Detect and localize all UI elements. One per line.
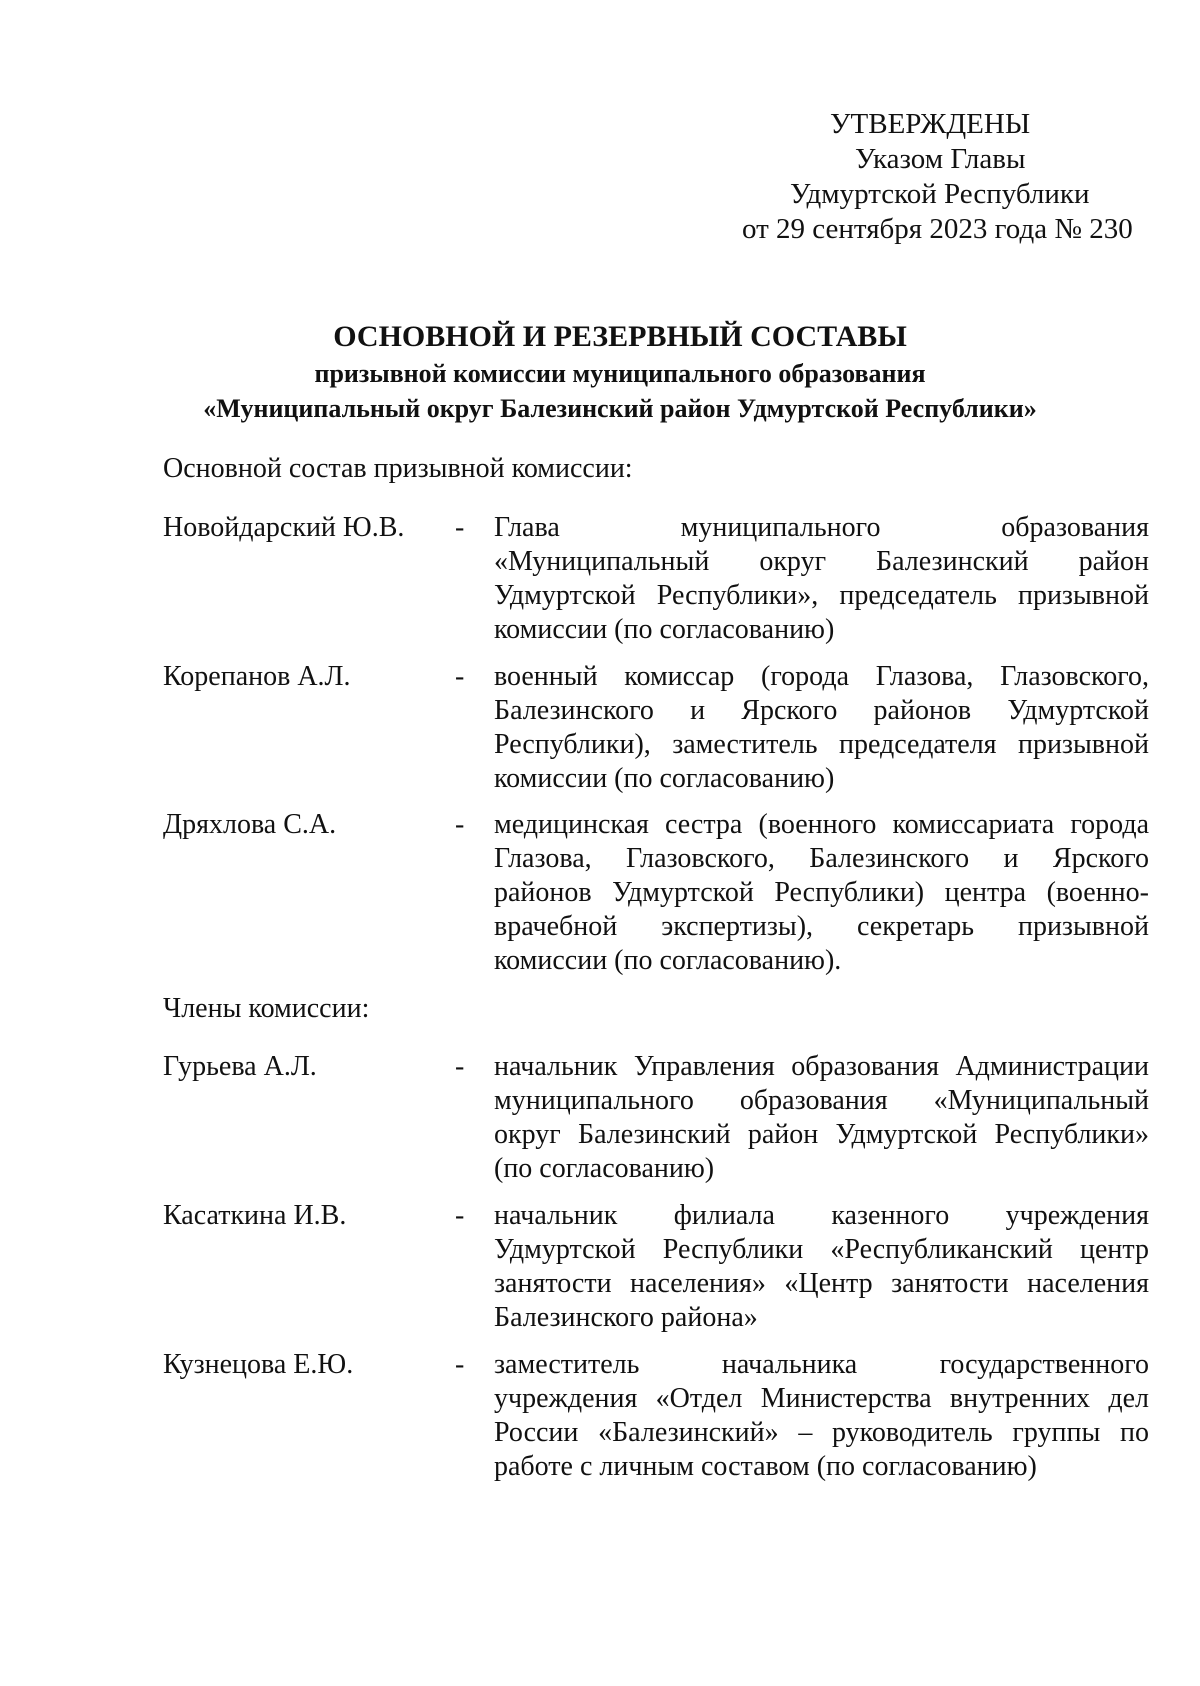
position-line: занятости населения» «Центр занятости населения: [494, 1268, 1149, 1299]
position-line: Глава муниципального образования: [494, 512, 1149, 543]
approval-republic: Удмуртской Республики: [790, 178, 1090, 210]
member-position: [494, 808, 1149, 978]
entry-dash: -: [455, 1349, 465, 1380]
member-name: Касаткина И.В.: [163, 1200, 347, 1231]
title-subtitle-2: «Муниципальный округ Балезинский район Удмуртской Республики»: [203, 394, 1037, 423]
position-line: военный комиссар (города Глазова, Глазовского,: [494, 661, 1149, 692]
position-line: заместитель начальника государственного: [494, 1349, 1149, 1380]
position-line: России «Балезинский» – руководитель группы по: [494, 1417, 1149, 1448]
position-line: муниципального образования «Муниципальный: [494, 1085, 1149, 1116]
position-line: врачебной экспертизы), секретарь призывной: [494, 911, 1149, 942]
entry-dash: -: [455, 809, 465, 840]
member-name: Новойдарский Ю.В.: [163, 512, 405, 543]
section-members: Члены комиссии:: [163, 993, 370, 1024]
approval-heading: УТВЕРЖДЕНЫ: [830, 108, 1031, 140]
position-line: округ Балезинский район Удмуртской Республики»: [494, 1119, 1149, 1150]
position-line: комиссии (по согласованию): [494, 763, 835, 794]
position-line: Балезинского района»: [494, 1302, 758, 1333]
position-line: начальник филиала казенного учреждения: [494, 1200, 1149, 1231]
entry-dash: -: [455, 1200, 465, 1231]
approval-stamp-block: [690, 107, 1190, 247]
position-line: Удмуртской Республики», председатель призывной: [494, 580, 1149, 611]
member-name: Кузнецова Е.Ю.: [163, 1349, 354, 1380]
member-position: [494, 660, 1149, 796]
title-main: ОСНОВНОЙ И РЕЗЕРВНЫЙ СОСТАВЫ: [333, 320, 907, 353]
member-position: [494, 1348, 1149, 1484]
approval-date-number: от 29 сентября 2023 года № 230: [742, 213, 1133, 245]
position-line: комиссии (по согласованию): [494, 614, 835, 645]
entry-dash: -: [455, 512, 465, 543]
section-main-composition: Основной состав призывной комиссии:: [163, 453, 633, 484]
position-line: «Муниципальный округ Балезинский район: [494, 546, 1149, 577]
position-line: работе с личным составом (по согласованию): [494, 1451, 1037, 1482]
title-subtitle-1: призывной комиссии муниципального образования: [314, 359, 926, 388]
position-line: Балезинского и Ярского районов Удмуртской: [494, 695, 1149, 726]
member-name: Корепанов А.Л.: [163, 661, 351, 692]
position-line: медицинская сестра (военного комиссариата города: [494, 809, 1149, 840]
member-position: [494, 1050, 1149, 1186]
document-title: [60, 318, 1180, 426]
approval-decree: Указом Главы: [855, 143, 1026, 175]
position-line: (по согласованию): [494, 1153, 715, 1184]
position-line: Удмуртской Республики «Республиканский центр: [494, 1234, 1149, 1265]
entry-dash: -: [455, 1051, 465, 1082]
position-line: Республики), заместитель председателя призывной: [494, 729, 1149, 760]
member-name: Дряхлова С.А.: [163, 809, 337, 840]
member-position: [494, 511, 1149, 647]
position-line: комиссии (по согласованию).: [494, 945, 842, 976]
entry-dash: -: [455, 661, 465, 692]
position-line: Глазова, Глазовского, Балезинского и Ярского: [494, 843, 1149, 874]
member-position: [494, 1199, 1149, 1335]
position-line: учреждения «Отдел Министерства внутренних дел: [494, 1383, 1149, 1414]
position-line: начальник Управления образования Администрации: [494, 1051, 1149, 1082]
member-name: Гурьева А.Л.: [163, 1051, 317, 1082]
position-line: районов Удмуртской Республики) центра (военно-: [494, 877, 1149, 908]
